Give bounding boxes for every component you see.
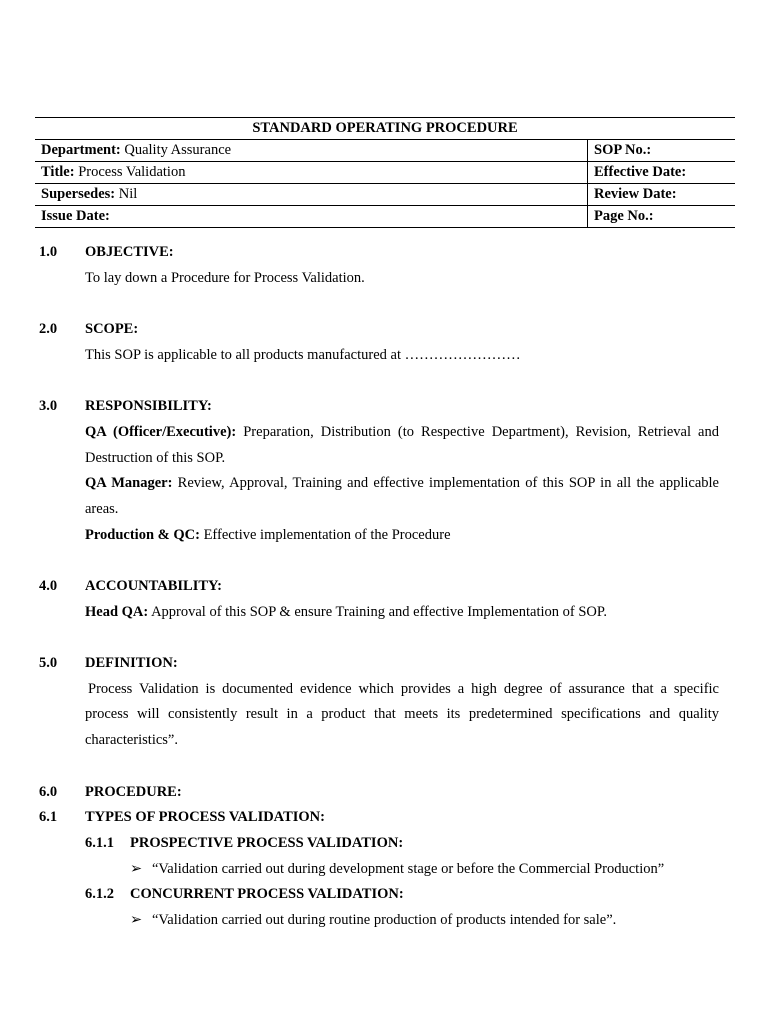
review-date-label: Review Date: [588,184,736,206]
supersedes-cell [35,184,588,206]
concurrent-bullet-text: “Validation carried out during routine production of products intended for sale”. [152,912,617,929]
scope-text-line [39,343,719,369]
section-accountability-heading [39,574,719,600]
prospective-heading [39,831,719,857]
issue-date-label: Issue Date: [41,208,110,224]
qa-manager-text: Review, Approval, Training and effective implementation of this SOP in all the applicable areas. [85,475,719,517]
production-qc-text: Effective implementation of the Procedure [203,526,451,543]
department-cell [35,140,588,162]
concurrent-bullet [39,908,719,934]
section-heading: DEFINITION: [85,655,178,672]
prospective-heading-text: PROSPECTIVE PROCESS VALIDATION: [130,834,404,851]
scope-text: This SOP is applicable to all products manufactured at …………………… [85,346,521,363]
section-number: 6.0 [39,783,58,800]
section-heading: OBJECTIVE: [85,244,174,260]
effective-date-label: Effective Date: [588,162,736,184]
section-number: 4.0 [39,578,58,595]
prospective-bullet-text: “Validation carried out during development stage or before the Commercial Production” [152,860,665,877]
subsection-number: 6.1 [39,809,58,826]
section-scope-heading [39,317,719,343]
section-number: 1.0 [39,244,58,260]
qa-manager-label: QA Manager: [85,475,173,492]
arrow-bullet-icon: ➢ [130,860,143,877]
head-qa-label: Head QA: [85,603,149,620]
supersedes-value: Nil [118,186,138,202]
production-qc-label: Production & QC: [85,526,200,543]
section-procedure-heading [39,780,719,806]
objective-text-line [39,266,719,292]
page-no-label: Page No.: [588,206,736,228]
section-objective-heading [39,240,719,266]
issue-date-cell [35,206,588,228]
section-number: 5.0 [39,655,58,672]
section-heading: PROCEDURE: [85,783,182,800]
section-definition-heading [39,651,719,677]
qa-officer-paragraph [85,420,719,471]
section-number: 2.0 [39,321,58,338]
section-heading: SCOPE: [85,321,139,338]
subsection-types-heading [39,805,719,831]
section-number: 3.0 [39,398,58,415]
concurrent-number: 6.1.2 [85,886,114,903]
sop-title: STANDARD OPERATING PROCEDURE [35,118,735,140]
title-value: Process Validation [78,164,186,180]
prospective-bullet [39,857,719,883]
section-heading: ACCOUNTABILITY: [85,578,222,595]
head-qa-text: Approval of this SOP & ensure Training and effective Implementation of SOP. [151,603,607,620]
definition-paragraph: Process Validation is documented evidence which provides a high degree of assurance that a specific process will consistently result in a product that meets its predetermined specifications and quality characteristics”. [85,680,719,749]
title-label: Title: [41,164,75,180]
qa-manager-paragraph [85,471,719,522]
qa-officer-text: Preparation, Distribution (to Respective Department), Revision, Retrieval and Destruction of this SOP. [85,423,719,466]
qa-officer-label: QA (Officer/Executive): [85,423,237,440]
section-responsibility-heading [39,394,719,420]
concurrent-heading-text: CONCURRENT PROCESS VALIDATION: [130,886,404,903]
section-heading: RESPONSIBILITY: [85,398,212,415]
production-qc-paragraph [85,523,719,549]
subsection-heading: TYPES OF PROCESS VALIDATION: [85,809,325,826]
prospective-number: 6.1.1 [85,834,114,851]
department-value: Quality Assurance [124,142,232,158]
objective-text: To lay down a Procedure for Process Validation. [85,269,365,286]
supersedes-label: Supersedes: [41,186,116,202]
arrow-bullet-icon: ➢ [130,912,143,929]
head-qa-paragraph [85,600,719,626]
department-label: Department: [41,142,121,158]
sop-header-table [35,117,735,228]
sop-body [39,240,719,934]
title-cell [35,162,588,184]
concurrent-heading [39,882,719,908]
sop-no-label: SOP No.: [588,140,736,162]
